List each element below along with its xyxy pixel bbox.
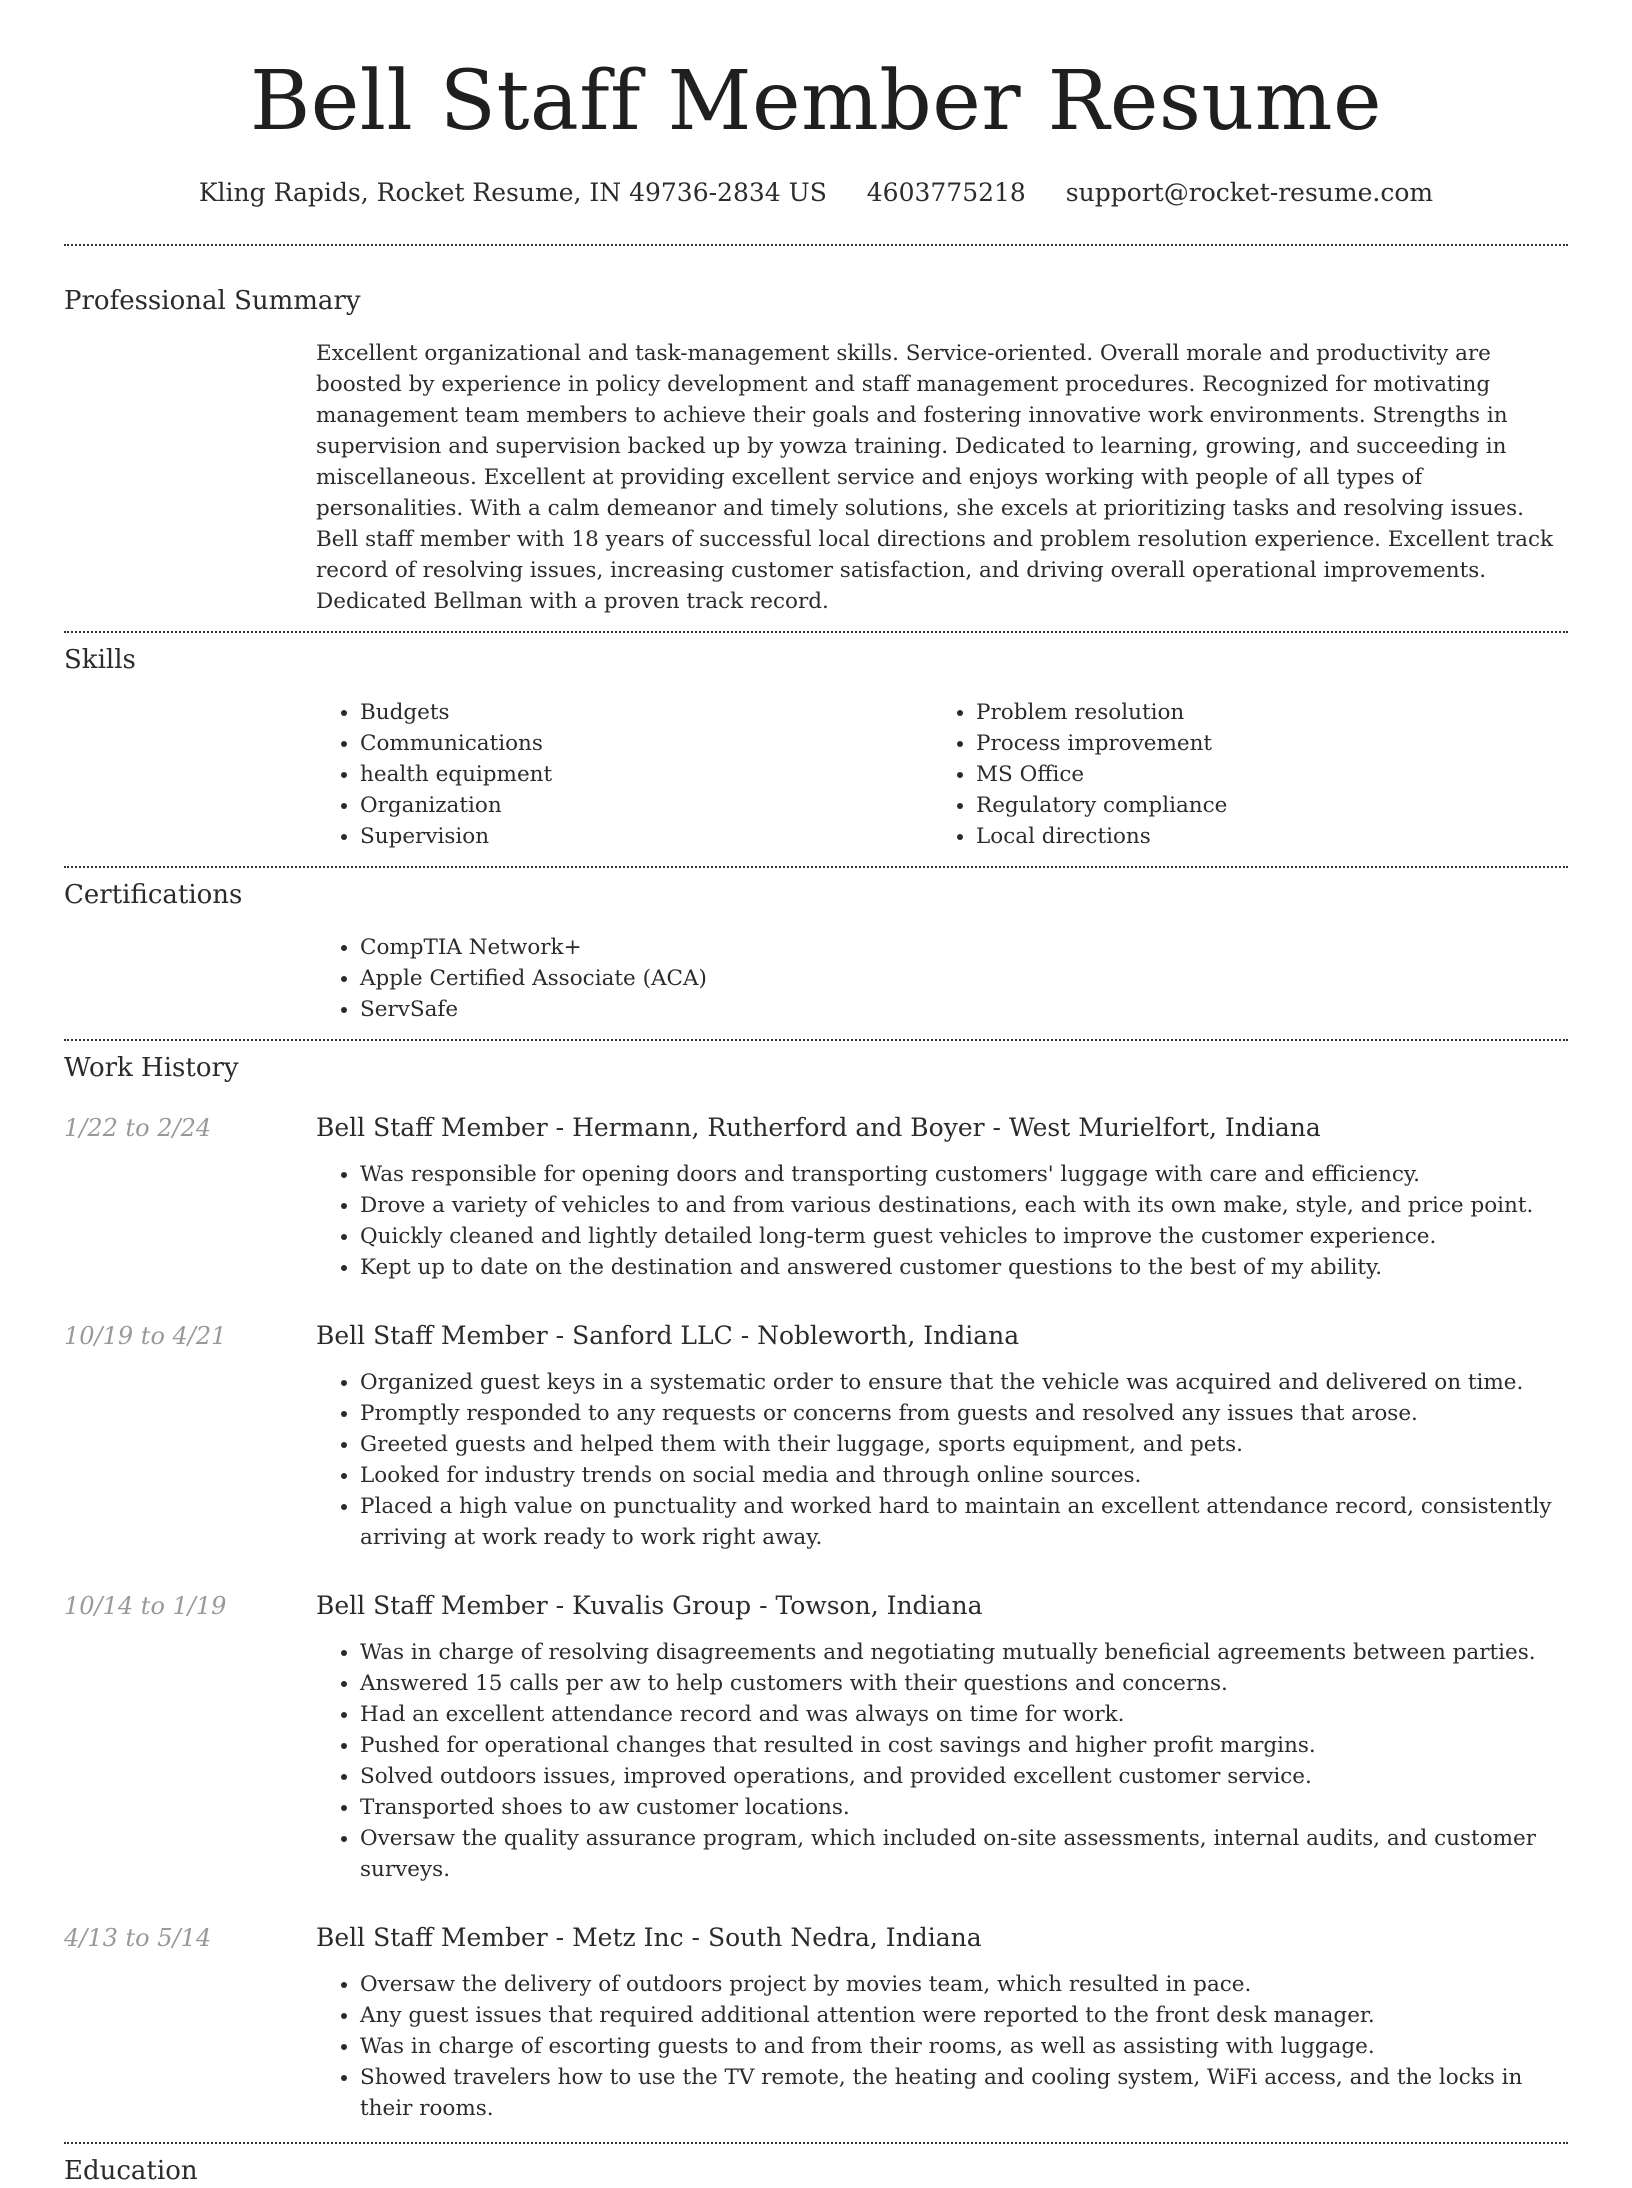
summary-section (64, 246, 1568, 631)
job-entry (64, 1111, 1568, 1283)
skills-column-left (316, 697, 932, 852)
skill-item: • Process improvement (976, 728, 1548, 759)
skill-item: • Regulatory compliance (976, 790, 1548, 821)
job-bullet: • Was in charge of escorting guests to and from their rooms, as well as assisting with luggage. (360, 2031, 1568, 2062)
skill-item: • Supervision (360, 821, 932, 852)
skill-item: • Local directions (976, 821, 1548, 852)
job-details (316, 1319, 1568, 1553)
skills-column-right (932, 697, 1548, 852)
skill-item: • health equipment (360, 759, 932, 790)
certifications-section (64, 868, 1568, 1039)
job-entry (64, 1319, 1568, 1553)
job-bullet: • Solved outdoors issues, improved operations, and provided excellent customer service. (360, 1761, 1568, 1792)
contact-phone: 4603775218 (866, 178, 1026, 207)
skills-heading: Skills (64, 645, 136, 675)
job-bullet: • Looked for industry trends on social media and through online sources. (360, 1460, 1568, 1491)
summary-text: Excellent organizational and task-management skills. Service-oriented. Overall morale and productivity are boosted by experience in policy development and staff management procedures. Recognized for motivating management team members to achieve their goals and fostering innovative work environments. Strengths in supervision and supervision backed up by yowza training. Dedicated to learning, growing, and succeeding in miscellaneous. Excellent at providing excellent service and enjoys working with people of all types of personalities. With a calm demeanor and timely solutions, she excels at prioritizing tasks and resolving issues. Bell staff member with 18 years of successful local directions and problem resolution experience. Excellent track record of resolving issues, increasing customer satisfaction, and driving overall operational improvements. Dedicated Bellman with a proven track record. (316, 341, 1554, 614)
job-bullet: • Answered 15 calls per aw to help customers with their questions and concerns. (360, 1668, 1568, 1699)
job-bullet: • Kept up to date on the destination and answered customer questions to the best of my ability. (360, 1252, 1568, 1283)
job-bullet: • Organized guest keys in a systematic order to ensure that the vehicle was acquired and delivered on time. (360, 1367, 1568, 1398)
job-bullet: • Drove a variety of vehicles to and from various destinations, each with its own make, style, and price point. (360, 1190, 1568, 1221)
skill-item: • Problem resolution (976, 697, 1548, 728)
job-bullet: • Oversaw the delivery of outdoors project by movies team, which resulted in pace. (360, 1969, 1568, 2000)
contact-line (64, 176, 1568, 210)
job-details (316, 1589, 1568, 1885)
job-bullet: • Promptly responded to any requests or concerns from guests and resolved any issues that arose. (360, 1398, 1568, 1429)
job-bullet: • Was responsible for opening doors and transporting customers' luggage with care and efficiency. (360, 1159, 1568, 1190)
job-dates: 10/14 to 1/19 (64, 1592, 227, 1620)
job-entry (64, 1921, 1568, 2124)
job-bullet: • Placed a high value on punctuality and worked hard to maintain an excellent attendance record, consistently arriving at work ready to work right away. (360, 1491, 1568, 1553)
job-bullet: • Greeted guests and helped them with their luggage, sports equipment, and pets. (360, 1429, 1568, 1460)
certifications-list (316, 932, 1568, 1039)
education-heading: Education (64, 2156, 198, 2186)
job-title: Bell Staff Member - Kuvalis Group - Towson, Indiana (316, 1591, 983, 1620)
job-bullet: • Was in charge of resolving disagreements and negotiating mutually beneficial agreements between parties. (360, 1637, 1568, 1668)
certification-item: • CompTIA Network+ (360, 932, 1568, 963)
job-title: Bell Staff Member - Sanford LLC - Nobleworth, Indiana (316, 1321, 1020, 1350)
job-dates: 1/22 to 2/24 (64, 1114, 212, 1142)
contact-email: support@rocket-resume.com (1065, 178, 1434, 207)
job-bullet: • Had an excellent attendance record and was always on time for work. (360, 1699, 1568, 1730)
summary-heading: Professional Summary (64, 286, 361, 316)
job-bullet: • Oversaw the quality assurance program, which included on-site assessments, internal audits, and customer surveys. (360, 1823, 1568, 1885)
skill-item: • Communications (360, 728, 932, 759)
certifications-heading: Certifications (64, 880, 243, 910)
job-title: Bell Staff Member - Metz Inc - South Nedra, Indiana (316, 1923, 982, 1952)
skill-item: • Budgets (360, 697, 932, 728)
contact-address: Kling Rapids, Rocket Resume, IN 49736-2834 US (198, 178, 827, 207)
job-title: Bell Staff Member - Hermann, Rutherford and Boyer - West Murielfort, Indiana (316, 1113, 1321, 1142)
certification-item: • Apple Certified Associate (ACA) (360, 963, 1568, 994)
job-bullet: • Transported shoes to aw customer locations. (360, 1792, 1568, 1823)
education-section (64, 2144, 1568, 2188)
work-history-heading: Work History (64, 1053, 239, 1083)
skill-item: • MS Office (976, 759, 1548, 790)
skill-item: • Organization (360, 790, 932, 821)
job-bullet: • Pushed for operational changes that resulted in cost savings and higher profit margins. (360, 1730, 1568, 1761)
work-history-section (64, 1041, 1568, 2124)
job-bullet: • Showed travelers how to use the TV remote, the heating and cooling system, WiFi access, and the locks in their rooms. (360, 2062, 1568, 2124)
resume-name: Bell Staff Member Resume (249, 54, 1383, 149)
skills-list (316, 697, 1568, 866)
job-bullet: • Quickly cleaned and lightly detailed long-term guest vehicles to improve the customer experience. (360, 1221, 1568, 1252)
job-entry (64, 1589, 1568, 1885)
job-bullet: • Any guest issues that required additional attention were reported to the front desk manager. (360, 2000, 1568, 2031)
skills-section (64, 633, 1568, 866)
job-dates: 10/19 to 4/21 (64, 1322, 227, 1350)
certification-item: • ServSafe (360, 994, 1568, 1025)
job-details (316, 1111, 1568, 1283)
job-dates: 4/13 to 5/14 (64, 1924, 212, 1952)
job-details (316, 1921, 1568, 2124)
